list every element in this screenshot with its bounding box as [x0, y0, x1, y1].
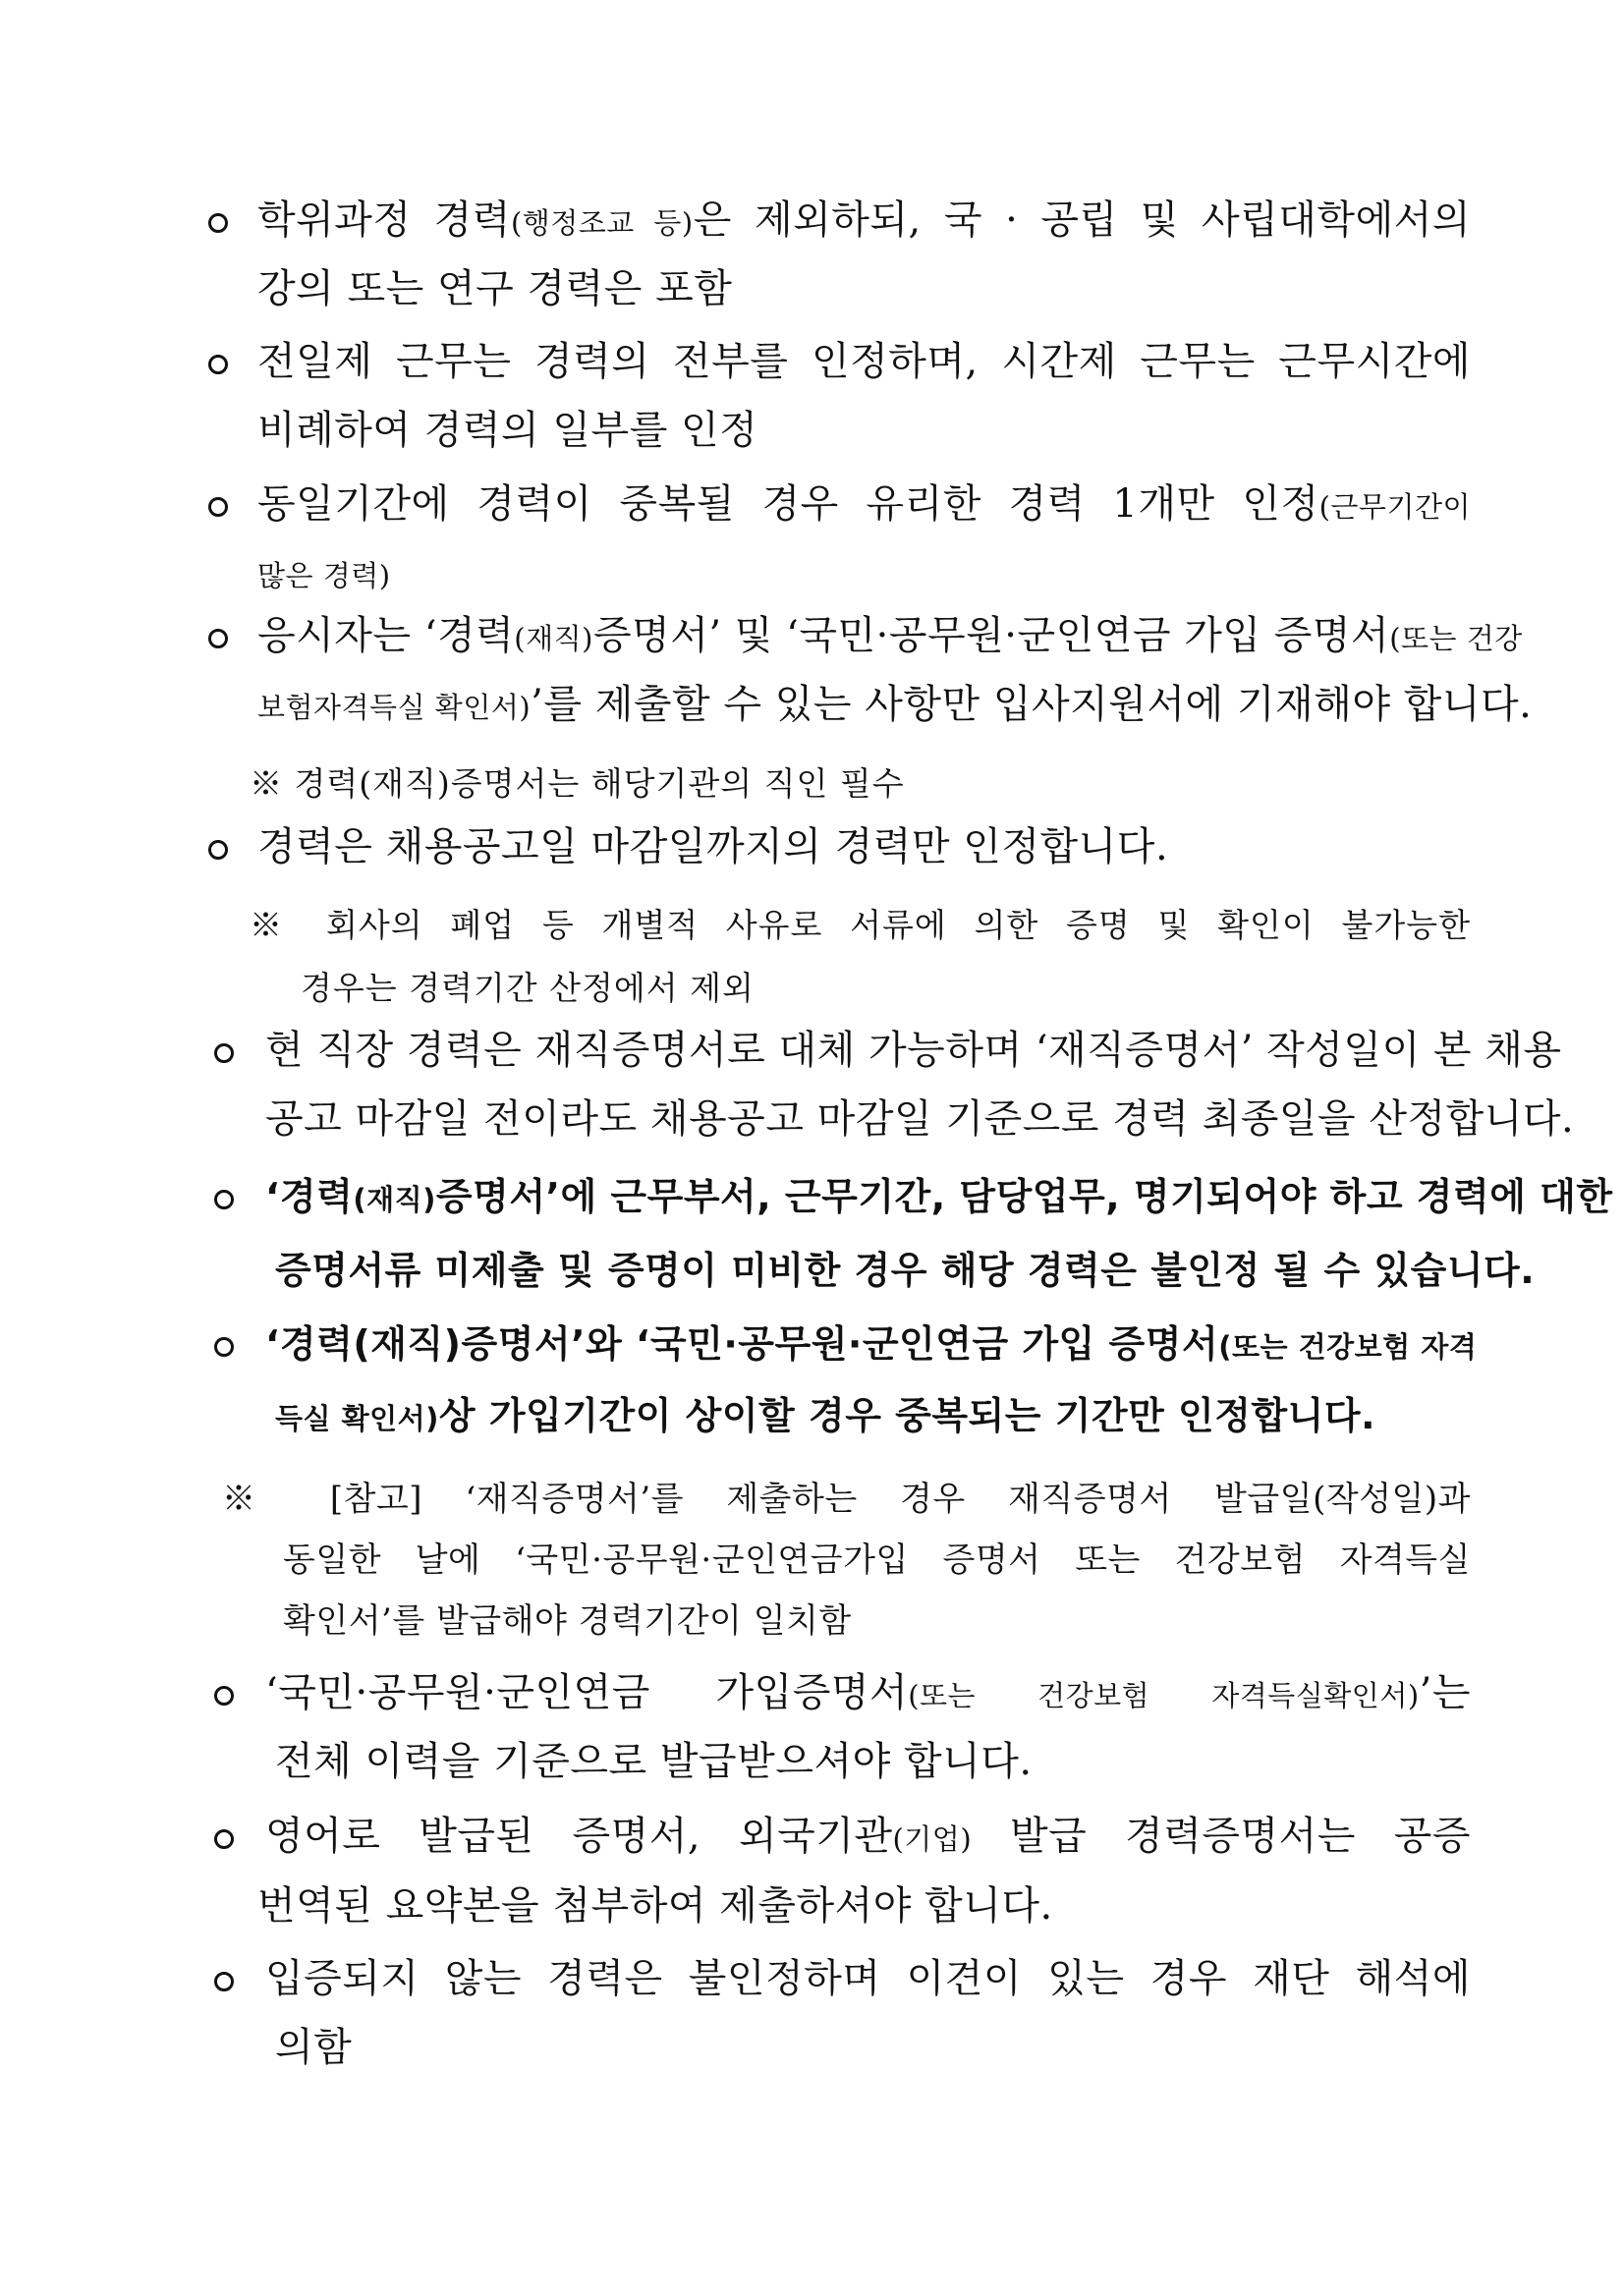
item-8-line-2 [275, 1388, 1375, 1446]
text-span: 증명서’에 근무부서, 근무기간, 담당업무, 명기되어야 하고 경력에 대한 [435, 1175, 1613, 1218]
text-span-small: 득실 확인서) [275, 1402, 439, 1435]
text-span: 전일제 근무는 경력의 전부를 인정하며, 시간제 근무는 근무시간에 [257, 339, 1471, 384]
text-span: 번역된 요약본을 첨부하여 제출하셔야 합니다. [257, 1883, 1053, 1929]
text-span-small: (또는 건강보험 자격득실확인서) [908, 1679, 1420, 1712]
text-span: 강의 또는 연구 경력은 포함 [257, 266, 733, 311]
text-span: 증명서’ 및 ‘국민·공무원·군인연금 가입 증명서 [592, 613, 1390, 658]
text-span: 발급 경력증명서는 공증 [972, 1814, 1471, 1859]
text-span-small: (기업) [892, 1822, 973, 1856]
item-4-line-2 [257, 677, 1533, 735]
item-2-line-2 [257, 403, 757, 458]
item-8-line-1 [265, 1316, 1478, 1374]
note-seal-required: ※ 경력(재직)증명서는 해당기관의 직인 필수 [250, 764, 905, 803]
item-1-line-2 [257, 261, 732, 316]
text-span: ‘국민·공무원·군인연금 가입증명서 [265, 1670, 909, 1715]
item-10-line-2 [257, 1878, 1053, 1933]
item-9-line-2 [275, 1734, 1033, 1789]
text-span-small: (재직) [514, 622, 593, 655]
item-6-line-2 [265, 1092, 1575, 1147]
item-7-line-1 [265, 1169, 1613, 1227]
text-span: 비례하여 경력의 일부를 인정 [257, 408, 758, 453]
bullet-icon [208, 840, 228, 860]
bullet-icon [214, 1829, 234, 1849]
bullet-icon [208, 213, 228, 233]
note-closure-line-2: 경우는 경력기간 산정에서 제외 [301, 969, 755, 1007]
text-span: 전체 이력을 기준으로 발급받으셔야 합니다. [275, 1739, 1033, 1784]
item-11-line-2 [275, 2020, 352, 2075]
note-closure-line-1: ※ 회사의 폐업 등 개별적 사유로 서류에 의한 증명 및 확인이 불가능한 [250, 906, 1471, 944]
text-span-small: (재직) [353, 1183, 436, 1216]
text-span: ’는 [1419, 1670, 1472, 1715]
text-span: 은 제외하되, 국 · 공립 및 사립대학에서의 [693, 197, 1471, 243]
reference-note-line-2: 동일한 날에 ‘국민·공무원·군인연금가입 증명서 또는 건강보험 자격득실 [283, 1540, 1471, 1580]
item-3-line-2 [257, 545, 391, 603]
text-span: 증명서류 미제출 및 증명이 미비한 경우 해당 경력은 불인정 될 수 있습니다. [275, 1249, 1536, 1292]
item-2-line-1 [257, 334, 1471, 389]
item-7-line-2 [275, 1243, 1536, 1298]
item-6-line-1 [265, 1023, 1562, 1078]
text-span: 상 가입기간이 상이할 경우 중복되는 기간만 인정합니다. [438, 1394, 1376, 1437]
text-span: ’를 제출할 수 있는 사항만 입사지원서에 기재해야 합니다. [531, 682, 1533, 727]
item-11-line-1 [265, 1951, 1471, 2006]
item-1-line-1 [257, 193, 1471, 251]
text-span-small: 보험자격득실 확인서) [257, 691, 532, 724]
text-span: 공고 마감일 전이라도 채용공고 마감일 기준으로 경력 최종일을 산정합니다. [265, 1096, 1575, 1142]
text-span: 입증되지 않는 경력은 불인정하며 이견이 있는 경우 재단 해석에 [265, 1956, 1471, 2001]
item-4-line-1 [257, 608, 1523, 666]
item-5-line-1 [257, 819, 1168, 874]
bullet-icon [208, 497, 228, 517]
text-span: 의함 [275, 2025, 353, 2070]
bullet-icon [214, 1190, 234, 1209]
text-span: 경력은 채용공고일 마감일까지의 경력만 인정합니다. [257, 824, 1169, 869]
item-10-line-1 [265, 1809, 1471, 1867]
text-span: 영어로 발급된 증명서, 외국기관 [265, 1814, 893, 1859]
bullet-icon [208, 355, 228, 374]
bullet-icon [214, 1337, 234, 1357]
text-span: 응시자는 ‘경력 [257, 613, 515, 658]
text-span-small: 많은 경력) [257, 559, 391, 592]
item-3-line-1 [257, 476, 1471, 534]
bullet-icon [214, 1972, 234, 1991]
text-span: ‘경력(재직)증명서’와 ‘국민·공무원·군인연금 가입 증명서 [265, 1322, 1219, 1366]
text-span-small: (또는 건강 [1389, 622, 1523, 655]
text-span: 동일기간에 경력이 중복될 경우 유리한 경력 1개만 인정 [257, 481, 1319, 527]
item-9-line-1 [265, 1665, 1471, 1723]
reference-note-line-1: ※ [참고] ‘재직증명서’를 제출하는 경우 재직증명서 발급일(작성일)과 [222, 1480, 1471, 1519]
bullet-icon [214, 1043, 234, 1063]
bullet-icon [208, 629, 228, 648]
text-span-small: (근무기간이 [1318, 490, 1471, 524]
reference-note-line-3: 확인서’를 발급해야 경력기간이 일치함 [283, 1601, 852, 1641]
text-span: 학위과정 경력 [257, 197, 511, 243]
text-span-small: (행정조교 등) [510, 206, 694, 240]
text-span-small: (또는 건강보험 자격 [1218, 1330, 1478, 1364]
text-span: 현 직장 경력은 재직증명서로 대체 가능하며 ‘재직증명서’ 작성일이 본 채용 [265, 1028, 1562, 1073]
text-span: ‘경력 [265, 1175, 354, 1218]
bullet-icon [214, 1686, 234, 1706]
